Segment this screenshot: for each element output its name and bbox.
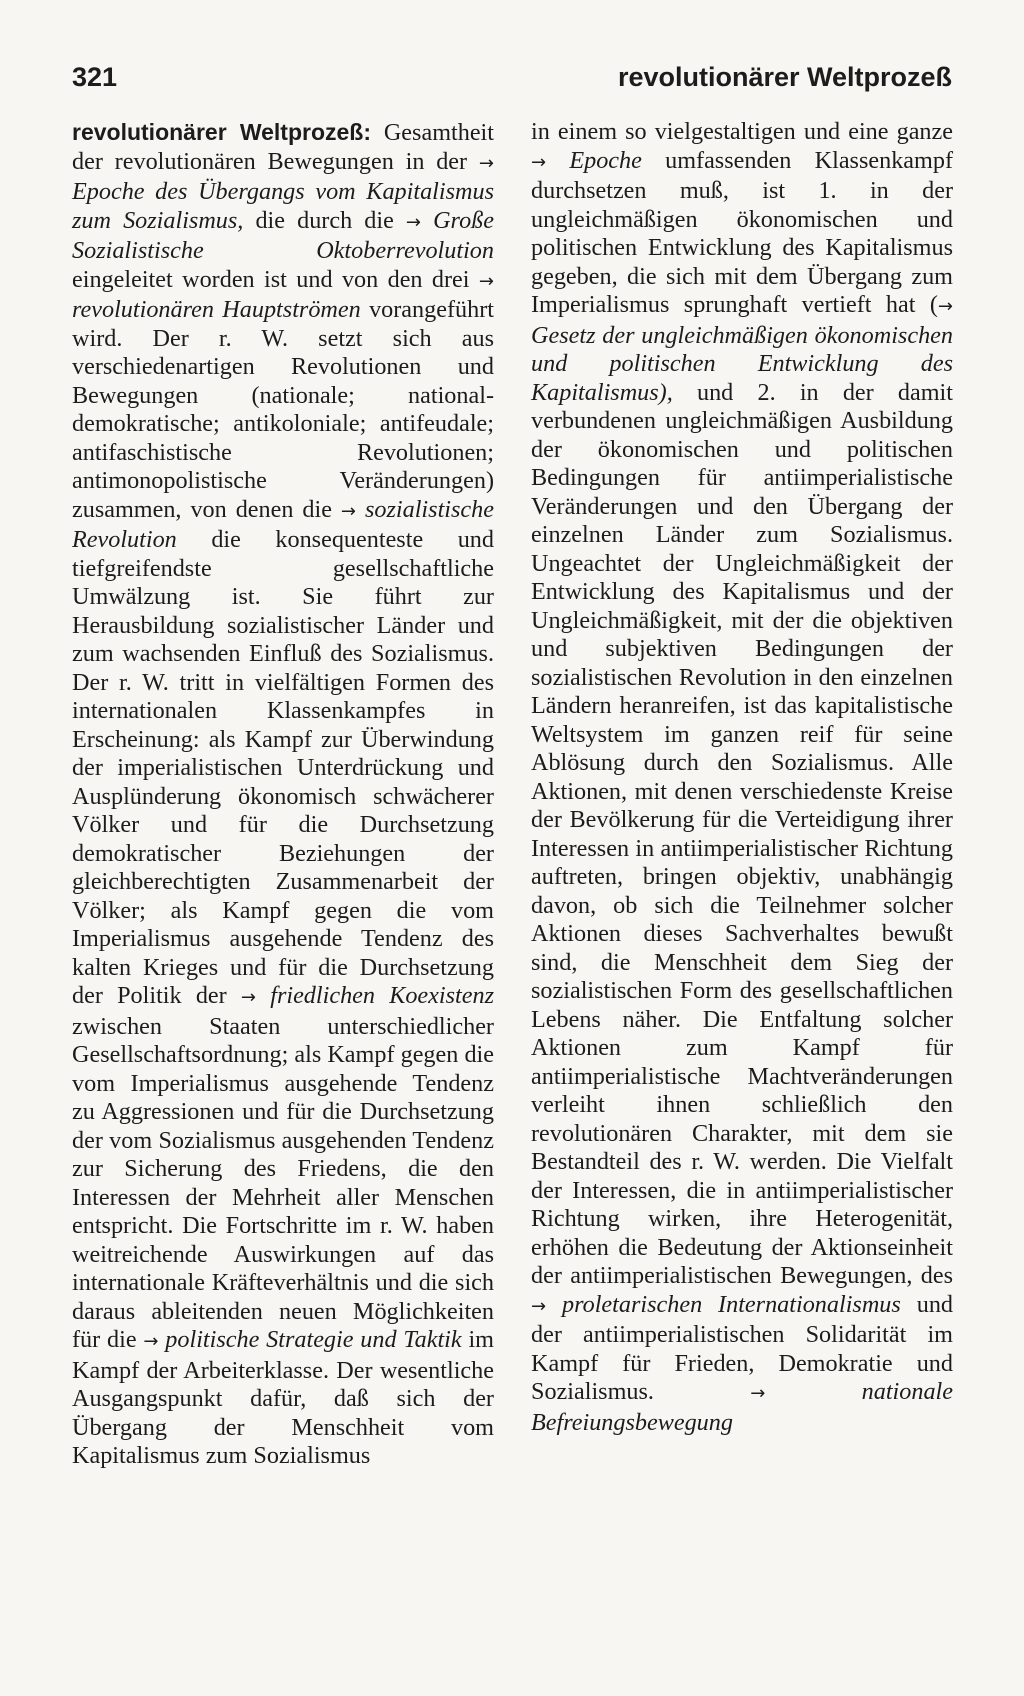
entry-paragraph-part1: [72, 118, 494, 1471]
body-text: eingeleitet worden ist und von den drei: [72, 265, 479, 293]
body-text: in einem so vielgestaltigen und eine ganze: [531, 118, 953, 145]
text-column-left: [72, 118, 494, 1471]
running-head: revolutionärer Weltprozeß: [617, 62, 952, 92]
cross-reference-arrow-icon: →: [405, 211, 421, 233]
cross-reference: Gesetz der ungleichmäßigen ökonomischen und politischen Entwicklung des Kapitalismus),: [531, 321, 953, 406]
cross-reference-arrow-icon: →: [478, 270, 494, 292]
text-column-right: [531, 118, 953, 1437]
cross-reference: proletarischen Internationalismus: [546, 1290, 901, 1318]
entry-paragraph-part2: [531, 118, 953, 1437]
body-text: die konsequenteste und tiefgreifendste gesellschaftliche Umwälzung ist. Sie führt zur Herausbildung sozialistischer Länder und zum wachsenden Einfluß des Sozialismus. Der r. W. tritt in vielfältigen Formen des internationalen Klassenkampfes in Erscheinung: als Kampf zur Überwindung der imperialistischen Unterdrückung und Ausplünderung ökonomisch schwächerer Völker und für die Durchsetzung demokratischer Beziehungen der gleichberechtigten Zusammenarbeit der Völker; als Kampf gegen die vom Imperialismus ausgehende Tendenz des kalten Krieges und für die Durchsetzung der Politik der: [72, 526, 494, 1009]
body-text: und 2. in der damit verbundenen ungleichmäßigen Ausbildung der ökonomischen und politischen Bedingungen für antiimperialistische Veränderungen und den Übergang der einzelnen Länder zum Sozialismus. Ungeachtet der Ungleichmäßigkeit der Entwicklung des Kapitalismus und der Ungleichmäßigkeit, mit der die objektiven und subjektiven Bedingungen der sozialistischen Revolution in den einzelnen Ländern heranreifen, ist das kapitalistische Weltsystem im ganzen reif für seine Ablösung durch den Sozialismus. Alle Aktionen, mit denen verschiedenste Kreise der Bevölkerung für die Verteidigung ihrer Interessen in antiimperialistischer Richtung auftreten, bringen objektiv, unabhängig davon, ob sich die Teilnehmer solcher Aktionen dieses Sachverhaltes bewußt sind, die Menschheit dem Sieg der sozialistischen Form des gesellschaftlichen Lebens näher. Die Entfaltung solcher Aktionen zum Kampf für antiimperialistische Machtveränderungen verleiht ihnen schließlich den revolutionären Charakter, mit dem sie Bestandteil des r. W. werden. Die Vielfalt der Interessen, die in antiimperialistischer Richtung wirken, ihre Heterogenität, erhöhen die Bedeutung der Aktionseinheit der antiimperialistischen Bewegungen, des: [531, 378, 953, 1289]
body-text: im Kampf der Arbeiterklasse. Der wesentliche Ausgangspunkt dafür, daß sich der Übergang der Menschheit vom Kapitalismus zum Sozialismus: [72, 1326, 494, 1469]
cross-reference-arrow-icon: →: [240, 987, 257, 1008]
cross-reference-arrow-icon: →: [531, 1295, 547, 1317]
cross-reference: sozialistische Revolution: [72, 495, 494, 553]
cross-reference-arrow-icon: →: [340, 500, 357, 522]
body-text: umfassenden Klassenkampf durchsetzen muß, ist 1. in der ungleichmäßigen ökonomischen und politischen Entwicklung des Kapitalismus gegeben, die sich mit dem Übergang zum Imperialismus sprunghaft vertieft hat (: [531, 146, 953, 318]
body-text: Gesamtheit der revolutionären Bewegungen in der: [72, 119, 494, 175]
cross-reference: Epoche: [546, 146, 642, 174]
body-text: zwischen Staaten unterschiedlicher Gesellschaftsordnung; als Kampf gegen die vom Imperialismus ausgehende Tendenz zu Aggressionen und für die Durchsetzung der vom Sozialismus ausgehenden Tendenz zur Sicherung des Friedens, die den Interessen der Mehrheit aller Menschen entspricht. Die Fortschritte im r. W. haben weitreichende Auswirkungen auf das internationale Kräfteverhältnis und die sich daraus ableitenden neuen Möglichkeiten für die: [72, 1012, 494, 1353]
page-header: [72, 62, 952, 98]
cross-reference: nationale Befreiungsbewegung: [531, 1378, 953, 1436]
cross-reference-arrow-icon: →: [531, 151, 547, 173]
cross-reference: Epoche des Übergangs vom Kapitalismus zum Sozialismus,: [72, 178, 494, 234]
body-text: vorangeführt wird. Der r. W. setzt sich aus verschiedenartigen Revolutionen und Bewegungen (nationale; national-demokratische; antikoloniale; antifeudale; antifaschistische Revolutionen; antimonopolistische Veränderungen) zusammen, von denen die: [72, 296, 494, 523]
cross-reference: revolutionären Hauptströmen: [72, 296, 361, 323]
cross-reference: politische Strategie und Taktik: [158, 1326, 462, 1353]
cross-reference: friedlichen Koexistenz: [256, 982, 495, 1009]
body-text: und der antiimperialistischen Solidarität im Kampf für Frieden, Demokratie und Sozialismus.: [531, 1290, 954, 1405]
page-number: 321: [72, 62, 118, 92]
body-text: die durch die: [243, 206, 406, 234]
cross-reference-arrow-icon: →: [478, 152, 494, 174]
entry-lemma: revolutionärer Weltprozeß:: [72, 119, 372, 145]
cross-reference-arrow-icon: →: [750, 1383, 766, 1404]
cross-reference: Große Sozialistische Oktoberrevolution: [72, 206, 494, 264]
cross-reference-arrow-icon: →: [143, 1331, 159, 1352]
cross-reference-arrow-icon: →: [937, 296, 953, 317]
